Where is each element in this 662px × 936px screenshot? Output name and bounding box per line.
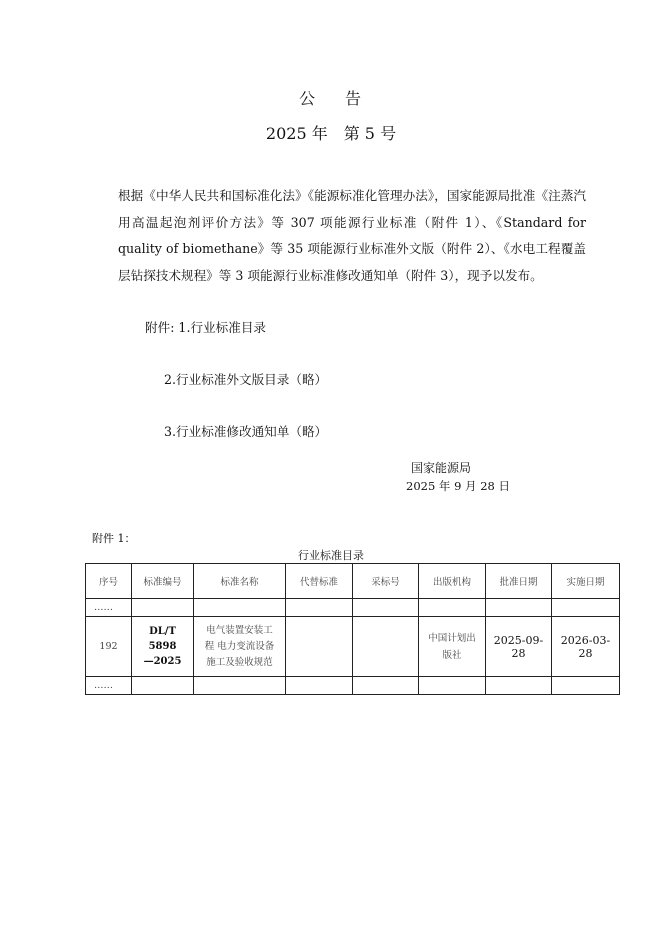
standards-table	[85, 563, 620, 695]
header-cell: 标准编号	[132, 564, 194, 599]
header-cell: 代替标准	[286, 564, 353, 599]
attachment-3: 3.行业标准修改通知单（略）	[164, 424, 328, 439]
table-header-row	[86, 564, 620, 599]
table-title: 行业标准目录	[298, 549, 364, 562]
attachment-2: 2.行业标准外文版目录（略）	[164, 372, 328, 387]
approval-date-cell: 2025-09-28	[486, 617, 552, 677]
title-char-2: 告	[345, 89, 364, 108]
announcement-number: 2025 年 第 5 号	[265, 124, 397, 143]
announcement-body	[92, 183, 586, 289]
annex-label: 附件 1：	[92, 532, 136, 545]
attachment-1: 附件: 1.行业标准目录	[145, 320, 267, 335]
seq-cell: 192	[86, 617, 132, 677]
header-cell: 采标号	[353, 564, 419, 599]
table-row	[86, 617, 620, 677]
issue-date: 2025 年 9 月 28 日	[406, 479, 510, 493]
standard-code-cell: DL/T 5898 —2025	[132, 617, 194, 677]
header-cell: 实施日期	[552, 564, 620, 599]
publisher-cell: 中国计划出 版社	[419, 617, 486, 677]
body-paragraph: 根据《中华人民共和国标准化法》《能源标准化管理办法》，国家能源局批准《注蒸汽用高温起泡剂评价方法》等 307 项能源行业标准（附件 1）、《Standard for quality of biomethane》等 35 项能源行业标准外文版（附件 2）、《水电工程覆盖层钻探技术规程》等 3 项能源行业标准修改通知单（附件 3），现予以发布。	[118, 188, 586, 283]
adopted-cell	[353, 617, 419, 677]
ellipsis-cell: ……	[86, 677, 132, 695]
effective-date-cell: 2026-03-28	[552, 617, 620, 677]
issuer-name: 国家能源局	[411, 461, 472, 475]
page-title	[0, 86, 662, 109]
header-cell: 出版机构	[419, 564, 486, 599]
table-row	[86, 677, 620, 695]
ellipsis-cell: ……	[86, 599, 132, 617]
table-row	[86, 599, 620, 617]
replaces-cell	[286, 617, 353, 677]
header-cell: 序号	[86, 564, 132, 599]
header-cell: 批准日期	[486, 564, 552, 599]
standard-name-cell: 电气装置安装工 程 电力变流设备 施工及验收规范	[194, 617, 286, 677]
header-cell: 标准名称	[194, 564, 286, 599]
title-char-1: 公	[298, 89, 317, 108]
